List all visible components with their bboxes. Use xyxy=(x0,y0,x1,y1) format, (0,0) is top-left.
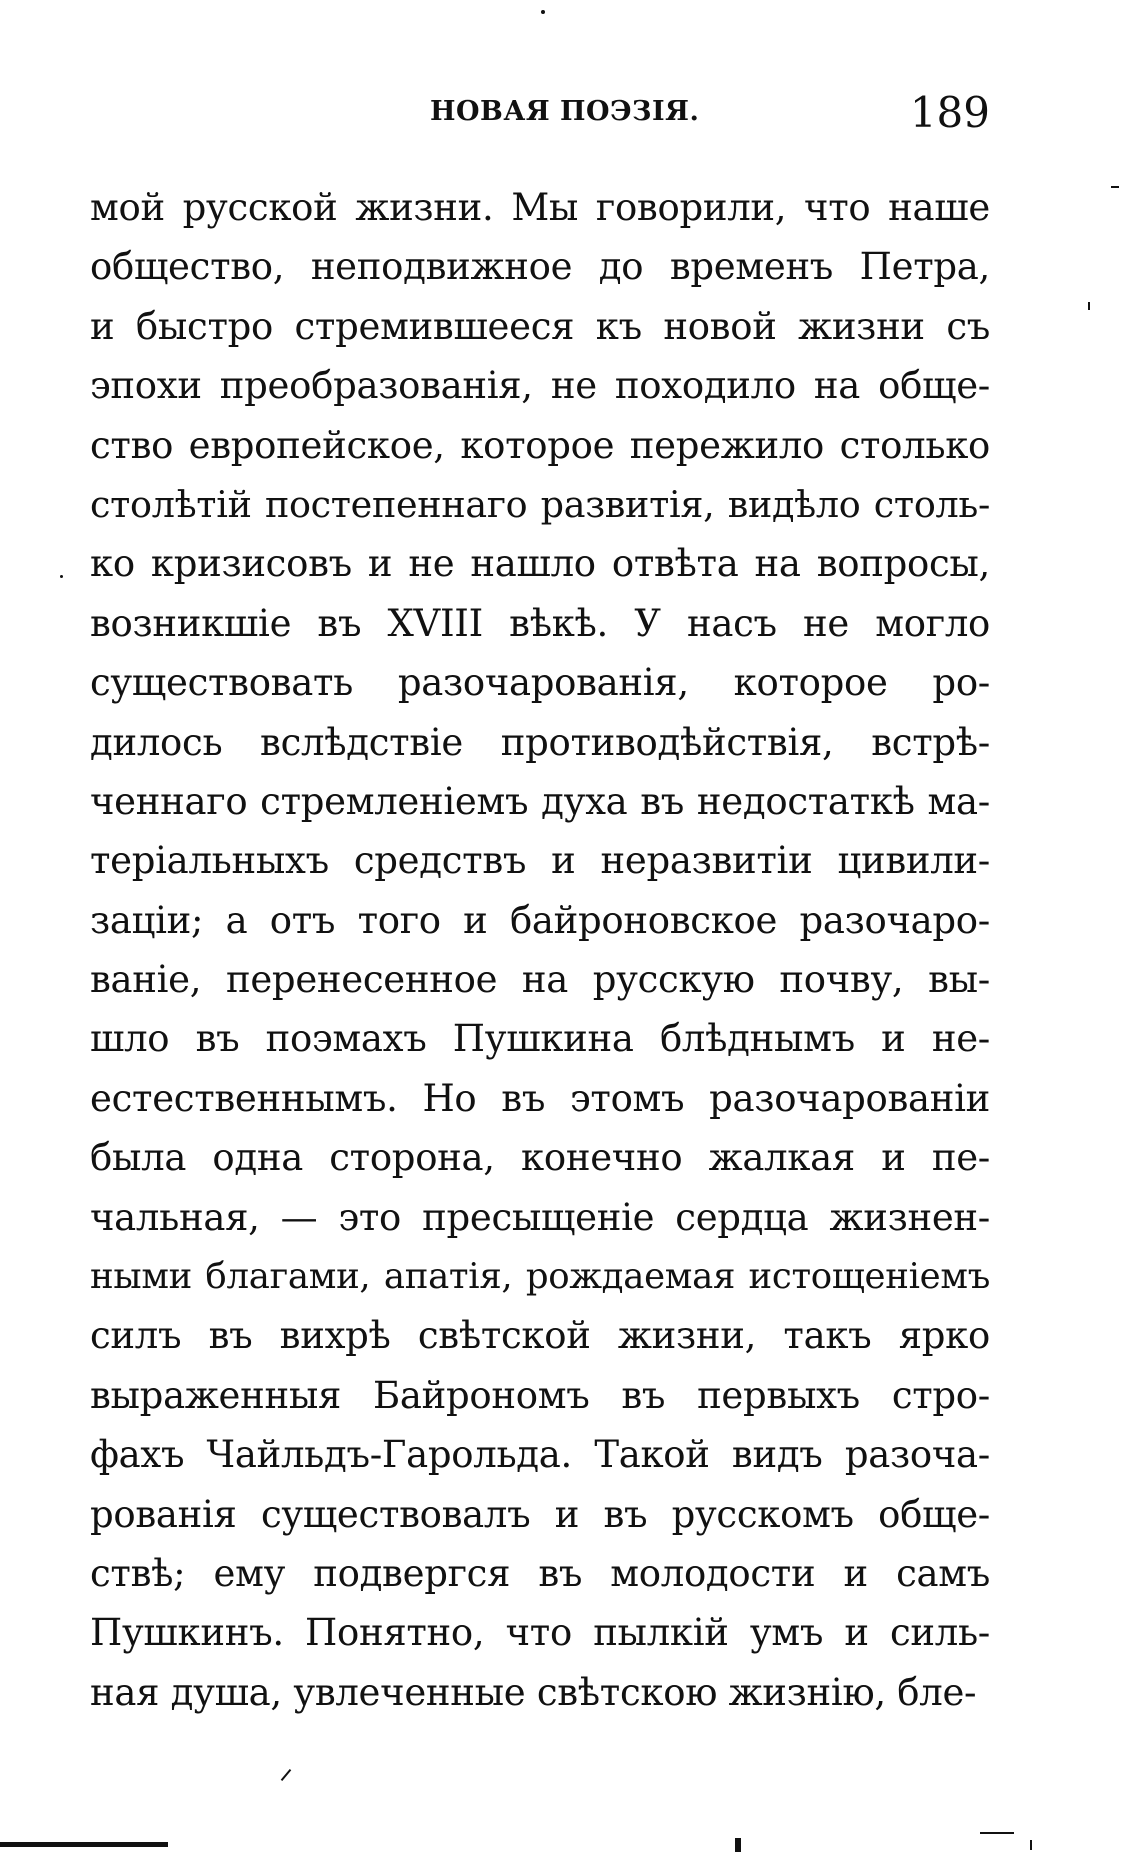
text-line: чальная, — это пресыщеніе сердца жизнен- xyxy=(90,1195,990,1239)
bottom-edge-rule xyxy=(0,1842,168,1847)
text-line: дилось вслѣдствіе противодѣйствія, встрѣ- xyxy=(90,720,990,764)
running-head xyxy=(90,88,990,138)
text-line: ваніе, перенесенное на русскую почву, вы- xyxy=(90,958,990,1002)
text-line: естественнымъ. Но въ этомъ разочарованіи xyxy=(90,1076,990,1120)
text-line: ко кризисовъ и не нашло отвѣта на вопросы, xyxy=(90,542,990,586)
text-line: Пушкинъ. Понятно, что пылкій умъ и силь- xyxy=(90,1611,990,1655)
text-line: ная душа, увлеченные свѣтскою жизнію, бле- xyxy=(90,1670,977,1714)
print-speck xyxy=(735,1838,741,1852)
print-speck xyxy=(1088,302,1090,310)
text-line: существовать разочарованія, которое ро- xyxy=(90,661,990,705)
text-line: и быстро стремившееся къ новой жизни съ xyxy=(90,304,990,348)
text-line: теріальныхъ средствъ и неразвитіи цивили- xyxy=(90,839,990,883)
text-line: ными благами, апатія, рождаемая истощеніемъ xyxy=(90,1256,990,1298)
text-line: возникшіе въ XVIII вѣкѣ. У насъ не могло xyxy=(90,601,990,645)
text-line: мой русской жизни. Мы говорили, что наше xyxy=(90,186,990,229)
text-line: ство европейское, которое пережило столько xyxy=(90,423,990,467)
print-speck xyxy=(1111,186,1119,188)
print-speck xyxy=(541,10,545,14)
print-speck xyxy=(60,575,63,578)
text-line: фахъ Чайльдъ-Гарольда. Такой видъ разоча- xyxy=(90,1433,990,1477)
print-speck xyxy=(281,1769,292,1781)
text-line: столѣтій постепеннаго развитія, видѣло столь- xyxy=(90,482,990,526)
text-line: выраженныя Байрономъ въ первыхъ стро- xyxy=(90,1373,990,1417)
page-number: 189 xyxy=(909,88,990,137)
text-line: общество, неподвижное до временъ Петра, xyxy=(90,245,990,289)
text-line: ствѣ; ему подвергся въ молодости и самъ xyxy=(90,1551,990,1595)
text-line: рованія существовалъ и въ русскомъ обще- xyxy=(90,1492,990,1536)
text-line: ченнаго стремленіемъ духа въ недостаткѣ ма- xyxy=(90,779,990,823)
text-line: была одна сторона, конечно жалкая и пе- xyxy=(90,1136,990,1180)
running-head-title: НОВАЯ ПОЭЗІЯ. xyxy=(430,96,700,127)
text-line: заціи; а отъ того и байроновское разочаро- xyxy=(90,898,990,942)
body-text xyxy=(90,178,990,1722)
text-line: силъ въ вихрѣ свѣтской жизни, такъ ярко xyxy=(90,1314,990,1358)
text-line: шло въ поэмахъ Пушкина блѣднымъ и не- xyxy=(90,1017,990,1061)
print-speck xyxy=(1030,1840,1032,1850)
print-speck xyxy=(980,1832,1014,1834)
text-line: эпохи преобразованія, не походило на обще- xyxy=(90,364,990,408)
